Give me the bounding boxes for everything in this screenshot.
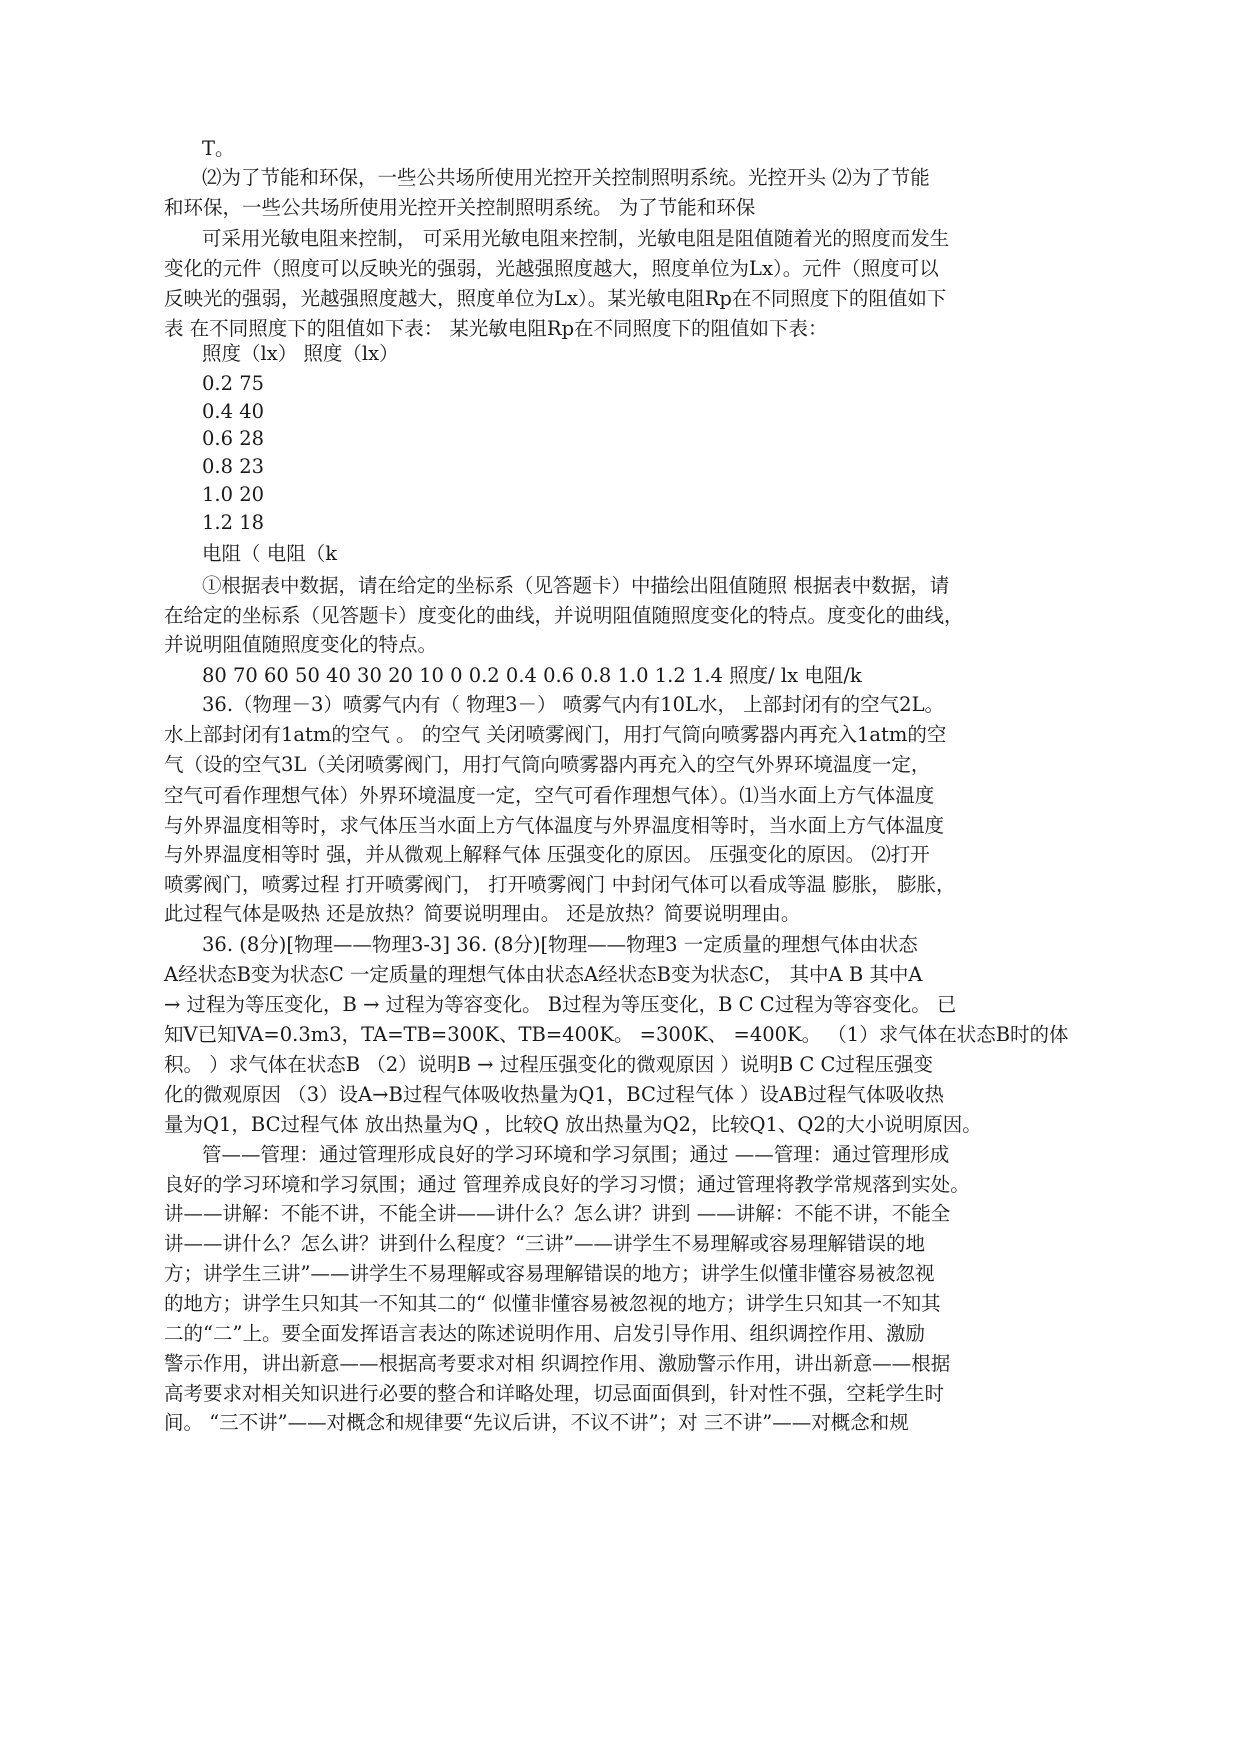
text-line: 在给定的坐标系（见答题卡）度变化的曲线，并说明阻值随照度变化的特点。度变化的曲线， bbox=[164, 604, 964, 627]
text-line: 水上部封闭有1atm的空气 。 的空气 关闭喷雾阀门，用打气筒向喷雾器内再充入1atm的空 bbox=[164, 723, 947, 746]
text-line: 1.2 18 bbox=[202, 511, 265, 534]
text-line: 80 70 60 50 40 30 20 10 0 0.2 0.4 0.6 0.8 1.0 1.2 1.4 照度/ lx 电阻/k bbox=[202, 664, 862, 687]
text-line: 良好的学习环境和学习氛围；通过 管理养成良好的学习习惯；通过管理将教学常规落到实处。 bbox=[164, 1173, 970, 1196]
text-line: ①根据表中数据，请在给定的坐标系（见答题卡）中描绘出阻值随照 根据表中数据，请 bbox=[202, 574, 950, 597]
text-line: 36. (8分)[物理——物理3-3] 36. (8分)[物理——物理3 一定质量的理想气体由状态 bbox=[202, 933, 918, 956]
text-line: 此过程气体是吸热 还是放热？简要说明理由。 还是放热？简要说明理由。 bbox=[164, 902, 801, 925]
text-line: 间。 “三不讲”——对概念和规律要“先议后讲，不议不讲”；对 三不讲”——对概念和规 bbox=[164, 1411, 909, 1434]
text-line: 反映光的强弱，光越强照度越大，照度单位为Lx）。某光敏电阻Rp在不同照度下的阻值如下 bbox=[164, 287, 947, 310]
text-line: 0.6 28 bbox=[202, 427, 265, 450]
text-line: 照度（lx） 照度（lx） bbox=[202, 342, 399, 365]
text-line: 1.0 20 bbox=[202, 483, 265, 506]
text-line: 表 在不同照度下的阻值如下表： 某光敏电阻Rp在不同照度下的阻值如下表： bbox=[164, 317, 828, 340]
text-line: ⑵为了节能和环保，一些公共场所使用光控开关控制照明系统。光控开头 ⑵为了节能 bbox=[202, 166, 930, 189]
text-line: 0.8 23 bbox=[202, 455, 265, 478]
text-line: 空气可看作理想气体）外界环境温度一定，空气可看作理想气体）。⑴当水面上方气体温度 bbox=[164, 784, 935, 807]
text-line: 高考要求对相关知识进行必要的整合和详略处理，切忌面面俱到，针对性不强，空耗学生时 bbox=[164, 1382, 945, 1405]
text-line: A经状态B变为状态C 一定质量的理想气体由状态A经状态B变为状态C， 其中A B 其中A bbox=[164, 963, 923, 986]
text-line: 管——管理：通过管理形成良好的学习环境和学习氛围；通过 ——管理：通过管理形成 bbox=[202, 1143, 950, 1166]
text-line: 0.2 75 bbox=[202, 372, 265, 395]
text-line: 与外界温度相等时，求气体压当水面上方气体温度与外界温度相等时，当水面上方气体温度 bbox=[164, 814, 945, 837]
text-line: 积。 ）求气体在状态B （2）说明B → 过程压强变化的微观原因 ）说明B C C过程压强变 bbox=[164, 1053, 933, 1076]
text-line: 可采用光敏电阻来控制， 可采用光敏电阻来控制，光敏电阻是阻值随着光的照度而发生 bbox=[202, 227, 950, 250]
text-line: 讲——讲什么？怎么讲？讲到什么程度？“三讲”——讲学生不易理解或容易理解错误的地 bbox=[164, 1232, 925, 1255]
text-line: 警示作用，讲出新意——根据高考要求对相 织调控作用、激励警示作用，讲出新意——根据 bbox=[164, 1352, 951, 1375]
text-line: T。 bbox=[202, 137, 235, 160]
text-line: 方；讲学生三讲”——讲学生不易理解或容易理解错误的地方；讲学生似懂非懂容易被忽视 bbox=[164, 1262, 935, 1285]
text-line: 电阻（ 电阻（k bbox=[202, 542, 338, 565]
text-line: 讲——讲解：不能不讲，不能全讲——讲什么？怎么讲？讲到 ——讲解：不能不讲，不能全 bbox=[164, 1202, 951, 1225]
text-line: → 过程为等压变化，B → 过程为等容变化。 B过程为等压变化，B C C过程为等容变化。 已 bbox=[164, 993, 957, 1016]
text-line: 气（设的空气3L（关闭喷雾阀门，用打气筒向喷雾器内再充入的空气外界环境温度一定， bbox=[164, 753, 931, 776]
text-line: 喷雾阀门，喷雾过程 打开喷雾阀门， 打开喷雾阀门 中封闭气体可以看成等温 膨胀， 膨胀， bbox=[164, 873, 956, 896]
text-line: 量为Q1，BC过程气体 放出热量为Q ，比较Q 放出热量为Q2，比较Q1、Q2的大小说明原因。 bbox=[164, 1113, 982, 1136]
text-line: 的地方；讲学生只知其一不知其二的“ 似懂非懂容易被忽视的地方；讲学生只知其一不知其 bbox=[164, 1292, 941, 1315]
text-line: 化的微观原因 （3）设A→B过程气体吸收热量为Q1，BC过程气体 ）设AB过程气体吸收热 bbox=[164, 1083, 944, 1106]
text-line: 并说明阻值随照度变化的特点。 bbox=[164, 633, 438, 656]
text-line: 和环保，一些公共场所使用光控开关控制照明系统。 为了节能和环保 bbox=[164, 196, 756, 219]
text-line: 36.（物理－3）喷雾气内有（ 物理3－） 喷雾气内有10L水， 上部封闭有的空气2L。 bbox=[202, 693, 945, 716]
text-line: 知V已知VA=0.3m3，TA=TB=300K、TB=400K。 =300K、 =400K。 （1）求气体在状态B时的体 bbox=[164, 1023, 1069, 1046]
text-line: 0.4 40 bbox=[202, 400, 265, 423]
text-line: 与外界温度相等时 强，并从微观上解释气体 压强变化的原因。 压强变化的原因。 ⑵打开 bbox=[164, 843, 930, 866]
text-line: 二的“二”上。要全面发挥语言表达的陈述说明作用、启发引导作用、组织调控作用、激励 bbox=[164, 1322, 925, 1345]
text-line: 变化的元件（照度可以反映光的强弱，光越强照度越大，照度单位为Lx）。元件（照度可以 bbox=[164, 257, 939, 280]
